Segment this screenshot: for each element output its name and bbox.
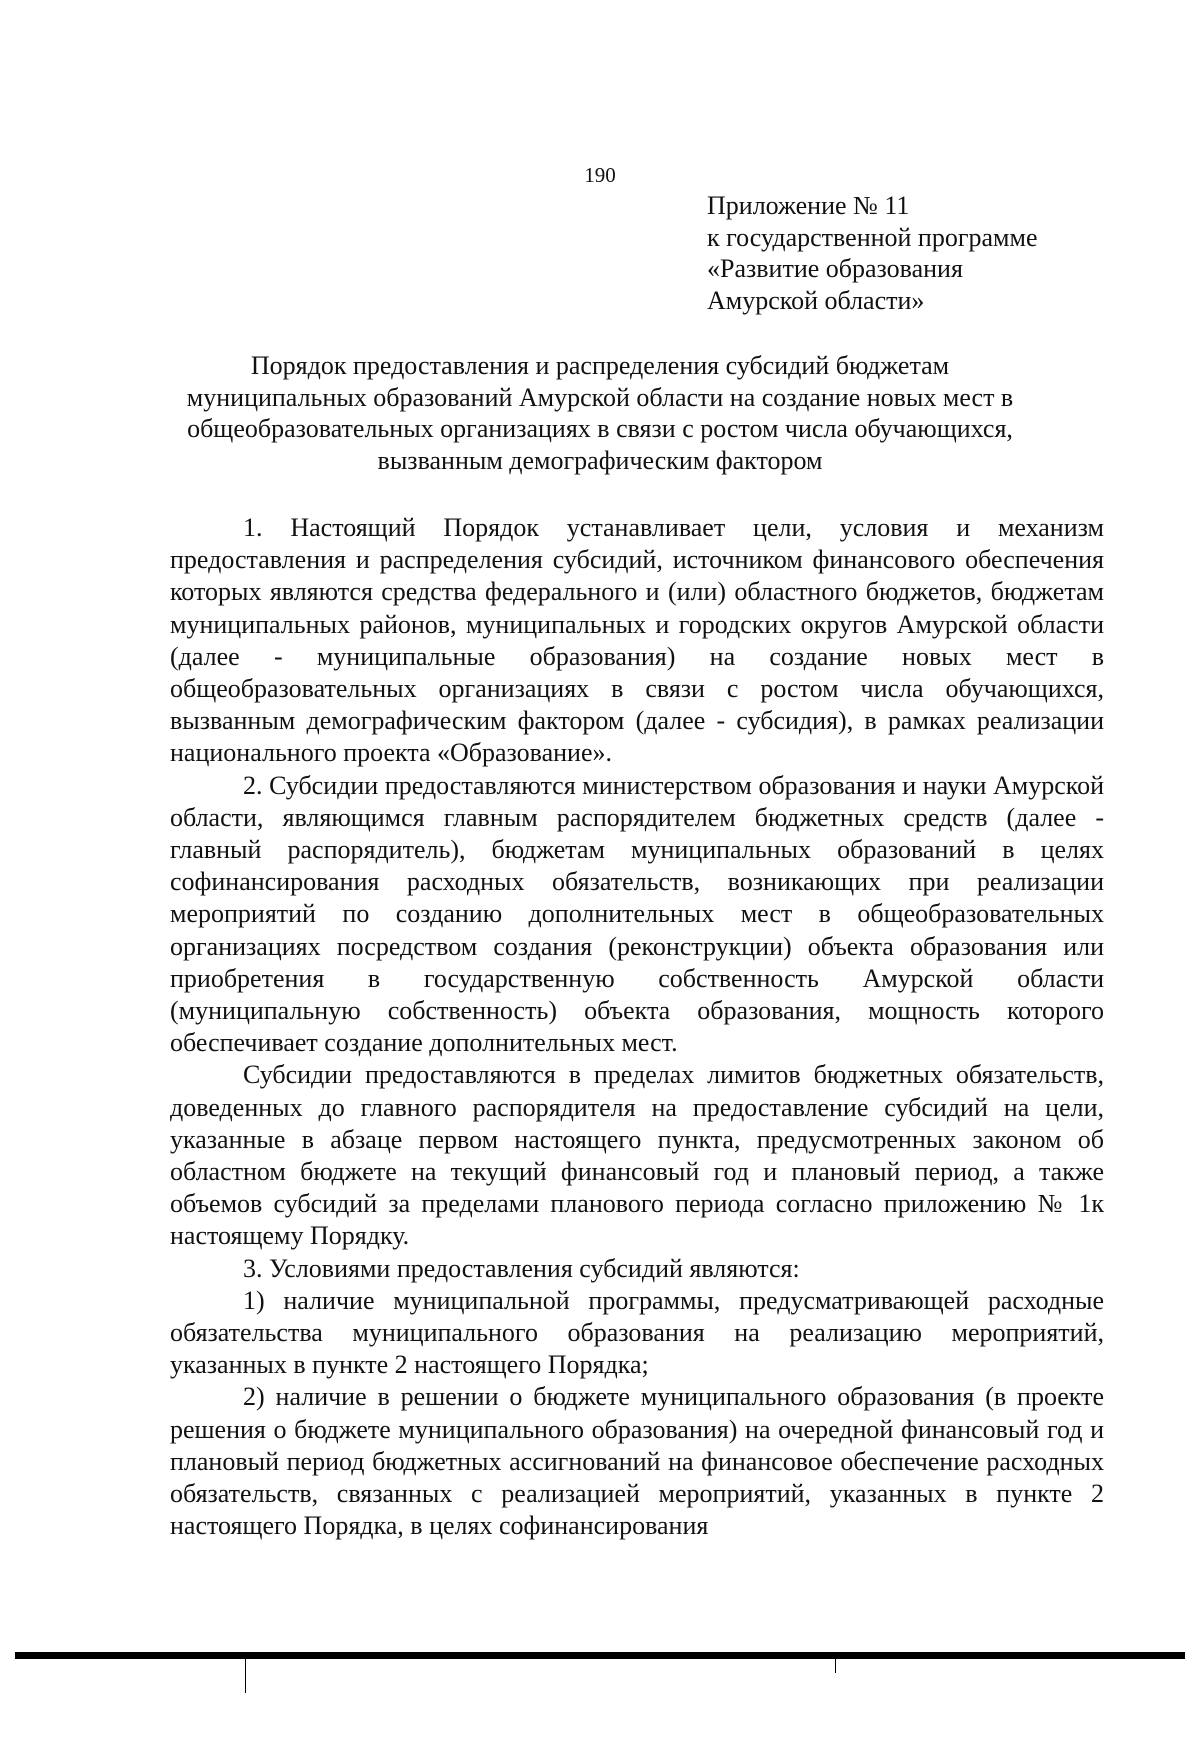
scan-mark <box>835 1659 836 1673</box>
title-line: общеобразовательных организациях в связи с ростом числа обучающихся, <box>187 414 1013 443</box>
appendix-line: Амурской области» <box>707 285 925 315</box>
paragraph-3: 3. Условиями предоставления субсидий являются: <box>243 1253 800 1283</box>
document-body <box>170 512 1104 1543</box>
scan-border-line <box>15 1652 1185 1659</box>
scan-mark <box>245 1659 246 1693</box>
condition-2: 2) наличие в решении о бюджете муниципального образования (в проекте решения о бюджете муниципального образования) на очередной финансовый год и плановый период бюджетных ассигнований на финансовое обеспечение расходных обязательств, связанных с реализацией мероприятий, указанных в пункте 2 настоящего Порядка, в целях софинансирования <box>170 1382 1104 1541</box>
paragraph-1: 1. Настоящий Порядок устанавливает цели, условия и механизм предоставления и распределения субсидий, источником финансового обеспечения которых являются средства федерального и (или) областного бюджетов, бюджетам муниципальных районов, муниципальных и городских округов Амурской области (далее - муниципальные образования) на создание новых мест в общеобразовательных организациях в связи с ростом числа обучающихся, вызванным демографическим фактором (далее - субсидия), в рамках реализации национального проекта «Образование». <box>170 513 1104 768</box>
title-line: муниципальных образований Амурской области на создание новых мест в <box>186 382 1014 412</box>
document-title <box>150 350 1050 476</box>
paragraph-2: 2. Субсидии предоставляются министерством образования и науки Амурской области, являющимся главным распорядителем бюджетных средств (далее - главный распорядитель), бюджетам муниципальных образований в целях софинансирования расходных обязательств, возникающих при реализации мероприятий по созданию дополнительных мест в общеобразовательных организациях посредством создания (реконструкции) объекта образования или приобретения в государственную собственность Амурской области (муниципальную собственность) объекта образования, мощность которого обеспечивает создание дополнительных мест. <box>170 770 1104 1058</box>
condition-1: 1) наличие муниципальной программы, предусматривающей расходные обязательства муниципального образования на реализацию мероприятий, указанных в пункте 2 настоящего Порядка; <box>170 1285 1104 1380</box>
appendix-header <box>707 190 1147 316</box>
appendix-line: «Развитие образования <box>707 254 963 283</box>
appendix-line: Приложение № 11 <box>707 191 910 220</box>
title-line: Порядок предоставления и распределения субсидий бюджетам <box>250 351 950 380</box>
title-line: вызванным демографическим фактором <box>377 445 823 475</box>
paragraph-2-subsidies: Субсидии предоставляются в пределах лимитов бюджетных обязательств, доведенных до главного распорядителя на предоставление субсидий на цели, указанные в абзаце первом настоящего пункта, предусмотренных законом об областном бюджете на текущий финансовый год и плановый период, а также объемов субсидий за пределами планового периода согласно приложению № 1к настоящему Порядку. <box>170 1060 1104 1251</box>
appendix-line: к государственной программе <box>707 222 1038 252</box>
page-number: 190 <box>584 163 616 187</box>
